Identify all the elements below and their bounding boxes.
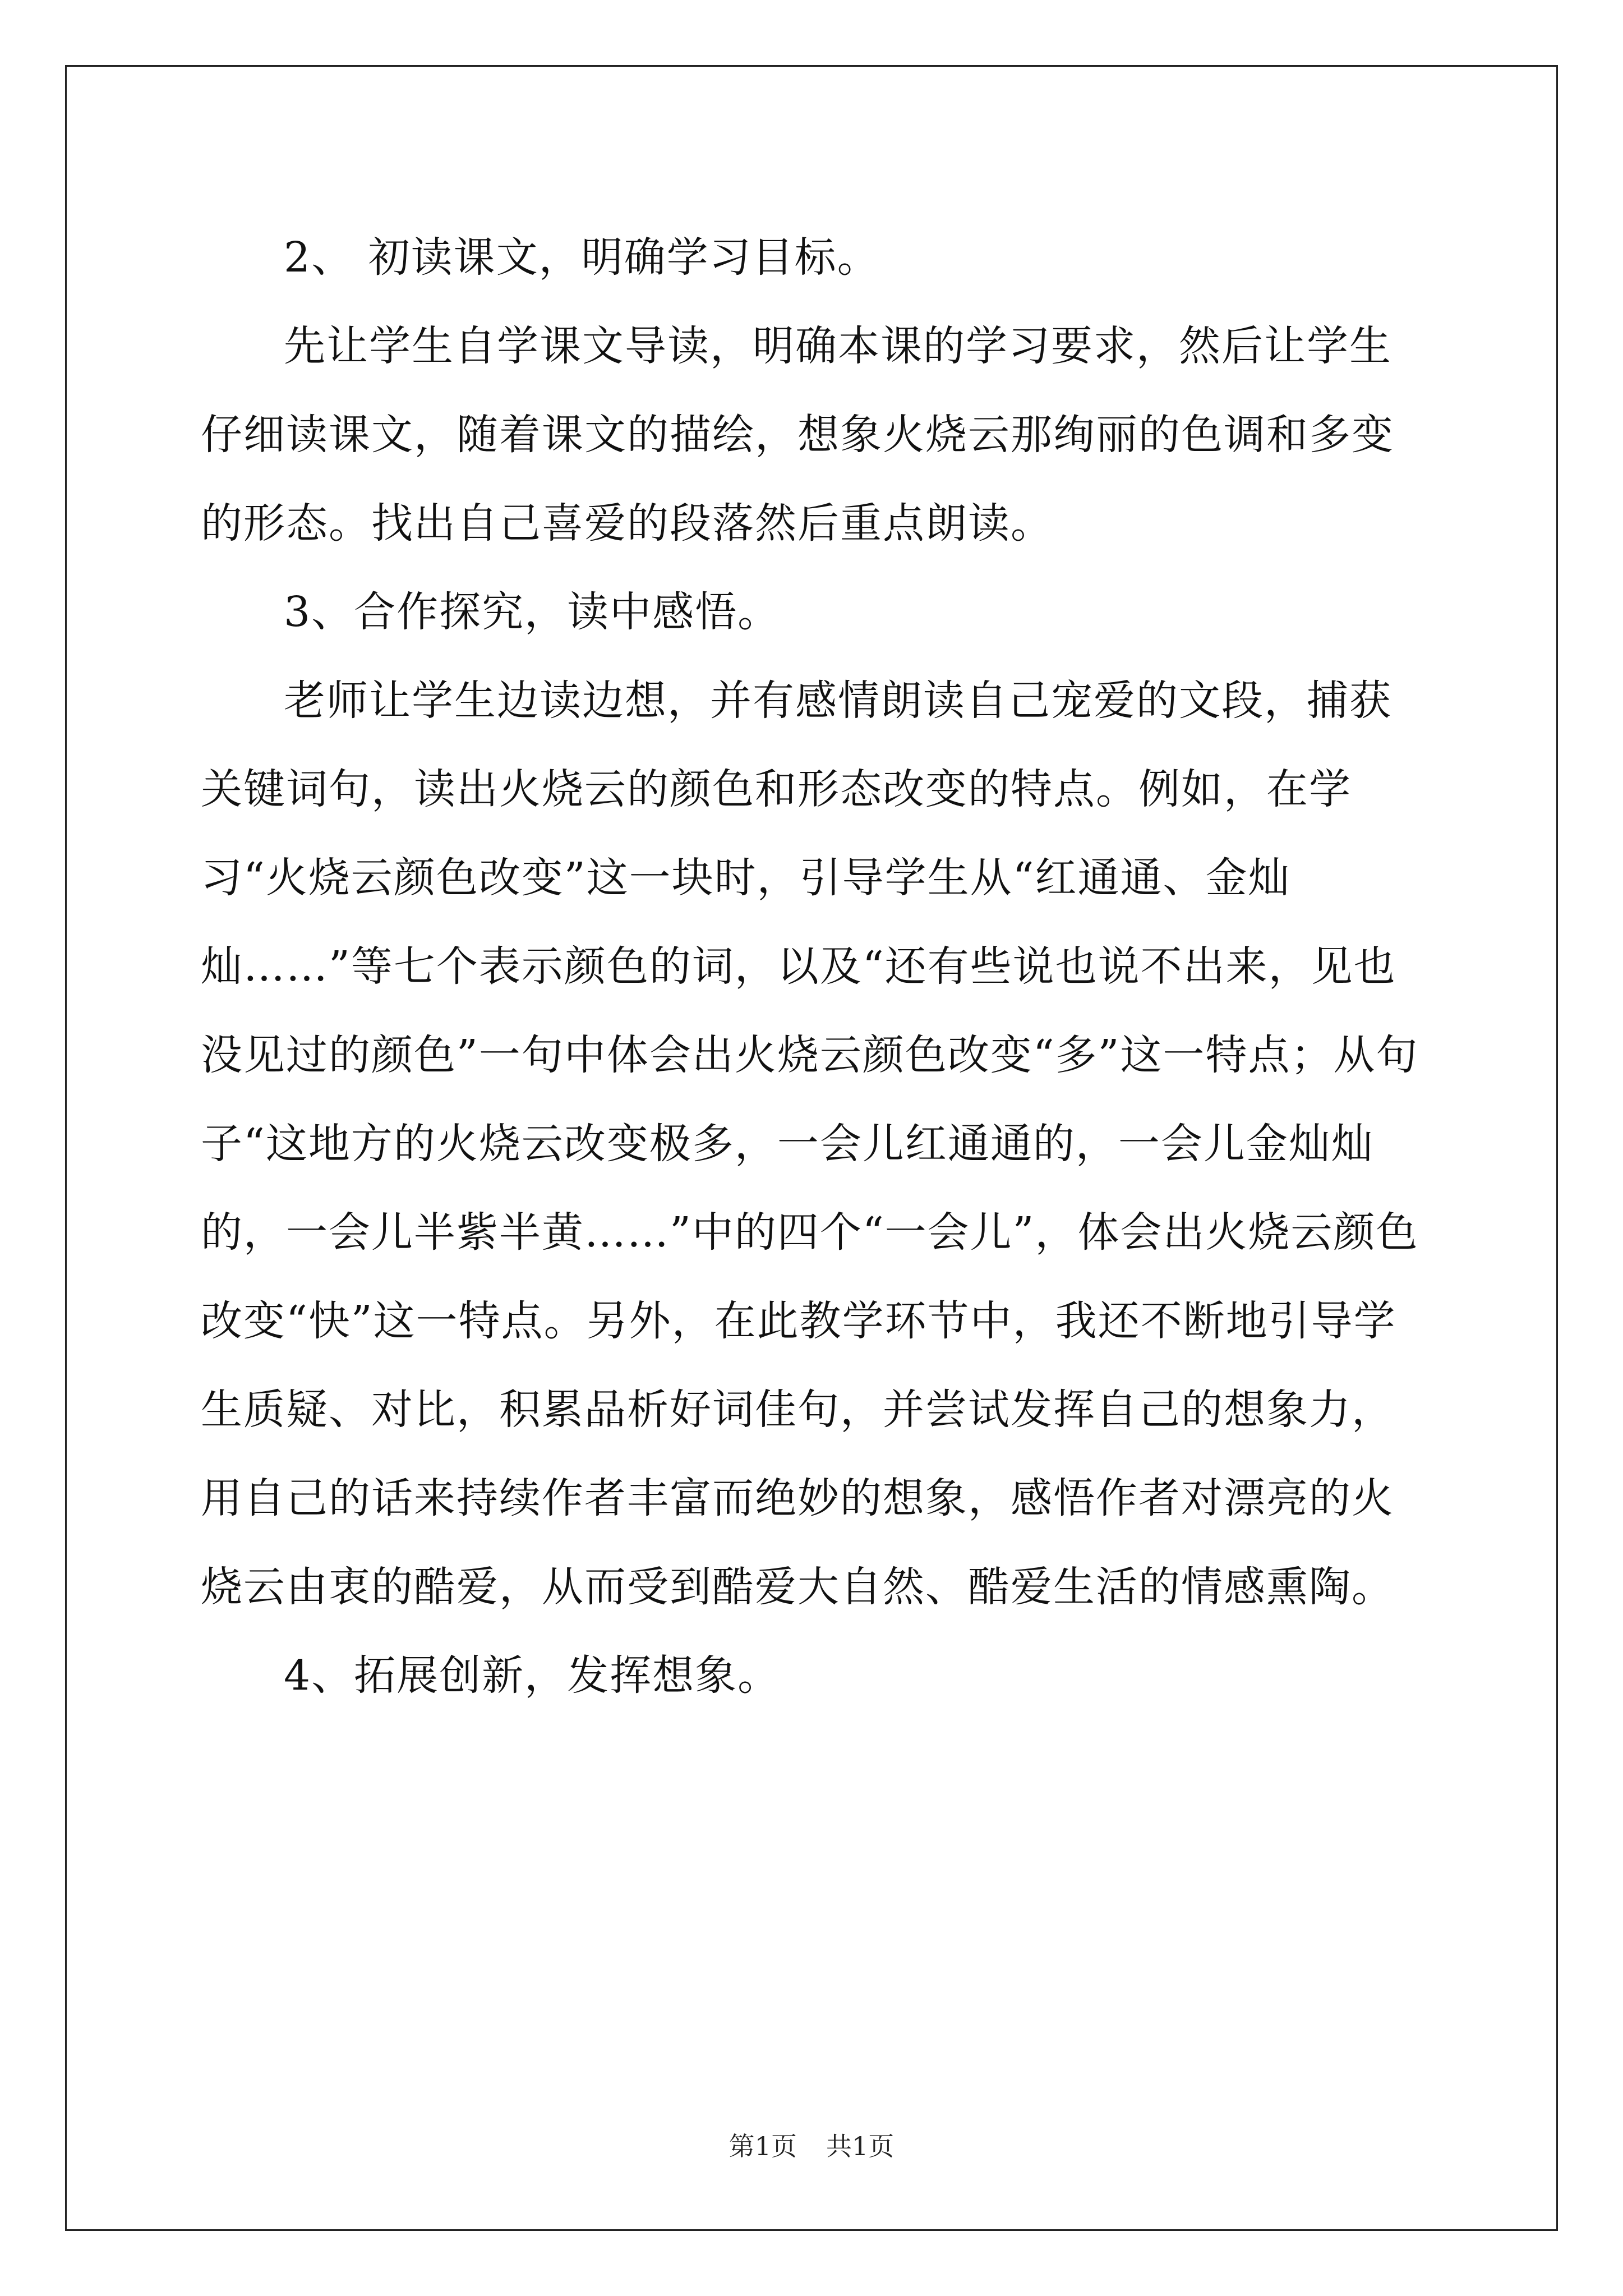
paragraph-reading-goals: 先让学生自学课文导读，明确本课的学习要求，然后让学生仔细读课文，随着课文的描绘，想象火烧云那绚丽的色调和多变的形态。找出自己喜爱的段落然后重点朗读。 — [201, 322, 1394, 547]
section-heading-4: 4、拓展创新，发挥想象。 — [284, 1651, 781, 1700]
page-number-current: 第1页 — [728, 2131, 797, 2161]
page-number-total: 共1页 — [826, 2131, 895, 2161]
section-heading-2: 2、 初读课文，明确学习目标。 — [284, 233, 880, 282]
document-body — [201, 213, 1429, 1720]
page-footer — [0, 2129, 1623, 2163]
paragraph-cooperative-inquiry: 老师让学生边读边想，并有感情朗读自己宠爱的文段，捕获关键词句，读出火烧云的颜色和形态改变的特点。例如，在学习“火烧云颜色改变”这一块时，引导学生从“红通通、金灿灿……”等七个表示颜色的词，以及“还有些说也说不出来，见也没见过的颜色”一句中体会出火烧云颜色改变“多”这一特点；从句子“这地方的火烧云改变极多，一会儿红通通的，一会儿金灿灿的，一会儿半紫半黄……”中的四个“一会儿”，体会出火烧云颜色改变“快”这一特点。另外，在此教学环节中，我还不断地引导学生质疑、对比，积累品析好词佳句，并尝试发挥自己的想象力，用自己的话来持续作者丰富而绝妙的想象，感悟作者对漂亮的火烧云由衷的酷爱，从而受到酷爱大自然、酷爱生活的情感熏陶。 — [201, 677, 1419, 1611]
section-heading-3: 3、合作探究，读中感悟。 — [284, 588, 781, 636]
